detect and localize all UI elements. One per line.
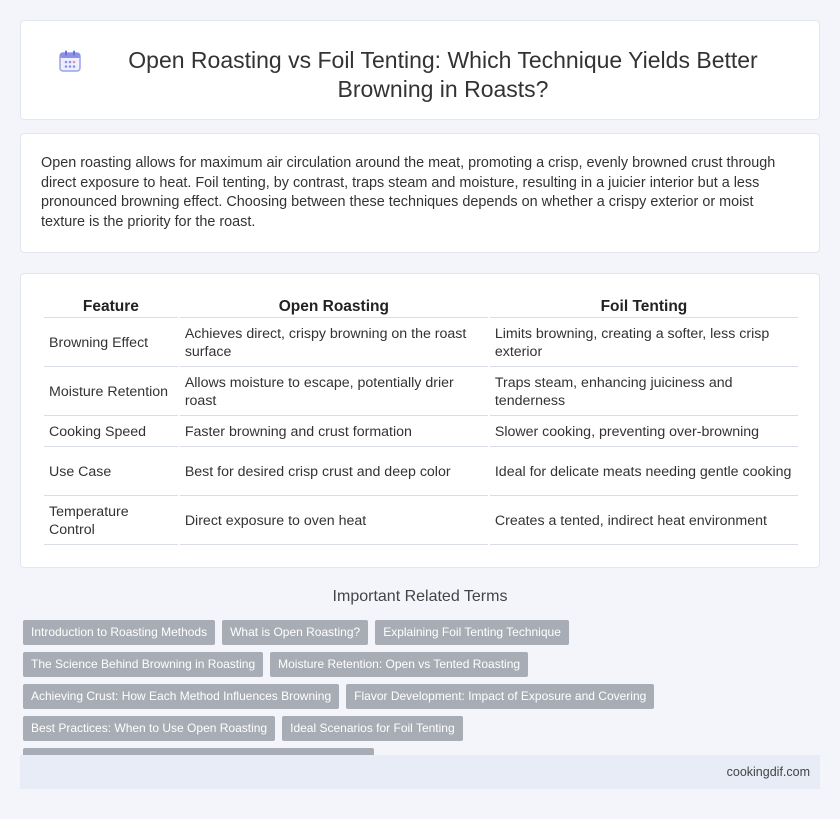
related-term-tag[interactable]: The Science Behind Browning in Roasting — [23, 652, 263, 677]
open-roasting-cell: Allows moisture to escape, potentially drier roast — [180, 369, 488, 416]
open-roasting-cell: Direct exposure to oven heat — [180, 498, 488, 545]
feature-cell: Browning Effect — [44, 320, 178, 367]
summary-card — [20, 133, 820, 253]
header-foil-tenting: Foil Tenting — [490, 295, 798, 318]
page-title: Open Roasting vs Foil Tenting: Which Technique Yields Better Browning in Roasts? — [128, 47, 758, 102]
related-term-tag[interactable]: Ideal Scenarios for Foil Tenting — [282, 716, 463, 741]
table-row — [44, 498, 798, 545]
table-header-row — [44, 295, 798, 318]
foil-tenting-cell: Creates a tented, indirect heat environment — [490, 498, 798, 545]
related-term-tag[interactable]: Best Practices: When to Use Open Roasting — [23, 716, 275, 741]
open-roasting-cell: Faster browning and crust formation — [180, 418, 488, 447]
feature-cell: Use Case — [44, 449, 178, 496]
open-roasting-cell: Achieves direct, crispy browning on the roast surface — [180, 320, 488, 367]
table-row — [44, 320, 798, 367]
related-term-tag[interactable]: Explaining Foil Tenting Technique — [375, 620, 569, 645]
foil-tenting-cell: Limits browning, creating a softer, less crisp exterior — [490, 320, 798, 367]
calendar-icon — [57, 48, 83, 74]
related-term-tag[interactable]: Moisture Retention: Open vs Tented Roasting — [270, 652, 528, 677]
table-row — [44, 449, 798, 496]
header-feature: Feature — [44, 295, 178, 318]
comparison-table — [42, 293, 800, 547]
header-card — [20, 20, 820, 120]
foil-tenting-cell: Ideal for delicate meats needing gentle cooking — [490, 449, 798, 496]
feature-cell: Temperature Control — [44, 498, 178, 545]
foil-tenting-cell: Traps steam, enhancing juiciness and tenderness — [490, 369, 798, 416]
related-term-tag[interactable]: Introduction to Roasting Methods — [23, 620, 215, 645]
related-term-tag[interactable]: Flavor Development: Impact of Exposure and Covering — [346, 684, 654, 709]
summary-text: Open roasting allows for maximum air circulation around the meat, promoting a crisp, evenly browned crust through direct exposure to heat. Foil tenting, by contrast, traps steam and moisture, resulting in a juicier interior but a less pronounced browning effect. Choosing between these techniques depends on whether a crispy exterior or moist texture is the priority for the roast. — [41, 155, 776, 230]
comparison-table-card — [20, 273, 820, 568]
site-name[interactable]: cookingdif.com — [726, 765, 810, 779]
header-open-roasting: Open Roasting — [180, 295, 488, 318]
table-row — [44, 418, 798, 447]
foil-tenting-cell: Slower cooking, preventing over-browning — [490, 418, 798, 447]
footer — [20, 755, 820, 789]
feature-cell: Moisture Retention — [44, 369, 178, 416]
feature-cell: Cooking Speed — [44, 418, 178, 447]
table-row — [44, 369, 798, 416]
related-terms-title: Important Related Terms — [332, 588, 508, 605]
related-term-tag[interactable]: Achieving Crust: How Each Method Influences Browning — [23, 684, 339, 709]
related-term-tag[interactable]: What is Open Roasting? — [222, 620, 368, 645]
open-roasting-cell: Best for desired crisp crust and deep color — [180, 449, 488, 496]
